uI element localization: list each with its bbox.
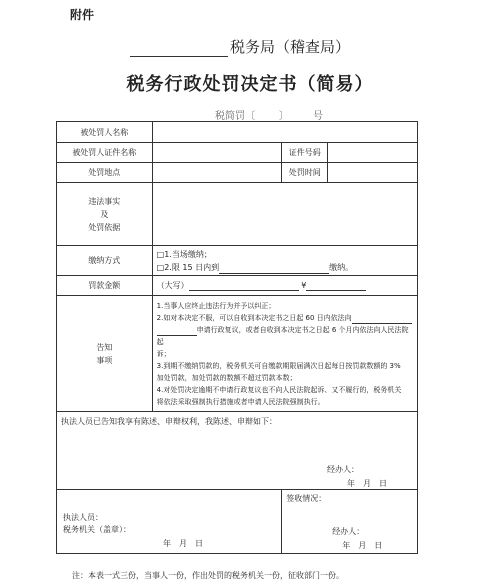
- facts-label: [57, 183, 153, 246]
- attachment-label: 附件: [70, 8, 95, 22]
- amount-number-blank[interactable]: [306, 282, 366, 291]
- place-label: 处罚地点: [57, 163, 153, 183]
- review-agency-blank-cont[interactable]: [157, 327, 197, 336]
- document-number: [185, 107, 323, 122]
- amount-label: 罚款金额: [57, 276, 153, 296]
- officer-date: 年 月 日: [163, 539, 203, 548]
- amount-uppercase-label: （大写）: [156, 281, 189, 290]
- tax-authority-seal-label: 税务机关（盖章）：: [63, 525, 131, 534]
- receipt-date: 年 月 日: [342, 541, 383, 550]
- place-field[interactable]: [152, 163, 282, 183]
- footer-note: 注：本表一式三份，当事人一份，作出处罚的税务机关一份，征收部门一份。: [72, 571, 344, 580]
- statement-handler: 经办人：: [327, 465, 359, 474]
- id-label: 被处罚人证件名称: [57, 143, 153, 163]
- amount-yen-label: ¥: [301, 281, 307, 290]
- time-label: 处罚时间: [282, 163, 328, 183]
- payment-option-deadline-end: 缴纳。: [329, 262, 354, 272]
- notice-line: 诉；: [156, 349, 171, 358]
- amount-field: [152, 276, 417, 296]
- tax-office-line: [130, 36, 350, 57]
- receipt-label: 签收情况：: [286, 494, 327, 503]
- time-field[interactable]: [328, 163, 418, 183]
- notice-line: 1.当事人应终止违法行为并予以纠正；: [156, 301, 276, 310]
- name-label: 被处罚人名称: [57, 122, 153, 143]
- amount-uppercase-blank[interactable]: [189, 282, 299, 291]
- payment-option-deadline[interactable]: [157, 261, 413, 274]
- doc-number-suffix: 号: [313, 111, 323, 122]
- notice-line: 加处罚款，加处罚款的数额不超过罚款本数；: [156, 373, 297, 382]
- notice-line: 申请行政复议，或者自收到本决定书之日起 6 个月内依法向人民法院起: [156, 325, 409, 346]
- doc-number-prefix: 税简罚〔: [215, 111, 255, 122]
- notice-line: 将依法采取强制执行措施或者申请人民法院强制执行。: [156, 397, 325, 406]
- notice-line: 2.如对本决定不服，可以自收到本决定书之日起 60 日内依法向: [157, 312, 413, 324]
- notice-items: [152, 296, 417, 412]
- office-name-blank[interactable]: [130, 42, 228, 57]
- review-agency-blank[interactable]: [352, 315, 412, 324]
- name-field[interactable]: [152, 122, 417, 143]
- penalty-form-table: [56, 121, 418, 554]
- notice-label-line1: 告知: [96, 342, 113, 352]
- facts-field[interactable]: [152, 183, 417, 246]
- payment-options: [152, 246, 417, 276]
- notice-line: 4.对处罚决定逾期不申请行政复议也不向人民法院起诉、又不履行的，税务机关: [156, 385, 402, 394]
- doc-number-mid: 〕: [279, 111, 289, 122]
- notice-label-line2: 事项: [96, 355, 113, 365]
- id-number-label: 证件号码: [282, 143, 328, 163]
- receipt-box[interactable]: [282, 490, 418, 554]
- officer-signature-box[interactable]: [57, 490, 282, 554]
- statement-box[interactable]: [57, 412, 418, 490]
- statement-date: 年 月 日: [347, 479, 387, 488]
- payment-label: 缴纳方式: [57, 246, 153, 276]
- payment-option-onsite[interactable]: □1.当场缴纳；: [156, 249, 212, 259]
- document-title: 税务行政处罚决定书（简易）: [126, 74, 374, 95]
- officer-label: 执法人员：: [63, 513, 103, 522]
- notice-line: 3.到期不缴纳罚款的，税务机关可自缴款期限届满次日起每日按罚款数额的 3%: [156, 361, 401, 370]
- facts-label-line2: 及: [100, 209, 109, 219]
- payment-place-blank[interactable]: [219, 265, 329, 274]
- id-field[interactable]: [152, 143, 282, 163]
- statement-text: 执法人员已告知我享有陈述、申辩权利，我陈述、申辩如下：: [61, 417, 277, 426]
- office-label: 税务局（稽查局）: [230, 38, 351, 56]
- facts-label-line1: 违法事实: [88, 196, 121, 206]
- id-number-field[interactable]: [328, 143, 418, 163]
- notice-label: [57, 296, 153, 412]
- facts-label-line3: 处罚依据: [88, 222, 121, 232]
- receipt-handler: 经办人：: [332, 527, 365, 536]
- payment-option-deadline-text: □2.限 15 日内到: [156, 262, 220, 272]
